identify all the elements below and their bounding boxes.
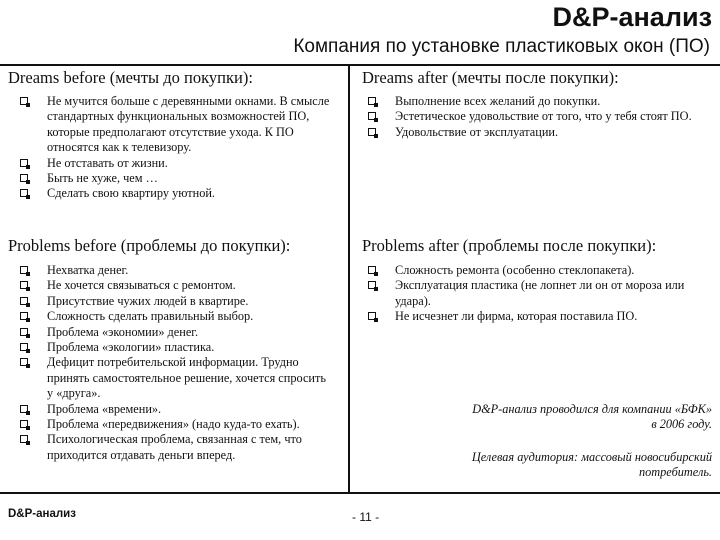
checkbox-bullet-icon bbox=[20, 420, 28, 428]
checkbox-bullet-icon bbox=[20, 312, 28, 320]
list-item: Нехватка денег. bbox=[19, 263, 331, 278]
list-item: Присутствие чужих людей в квартире. bbox=[19, 294, 331, 309]
checkbox-bullet-icon bbox=[368, 312, 376, 320]
checkbox-bullet-icon bbox=[20, 328, 28, 336]
list-item: Проблема «времени». bbox=[19, 402, 331, 417]
checkbox-bullet-icon bbox=[20, 189, 28, 197]
dreams-before-list bbox=[19, 94, 343, 202]
list-item: Не отставать от жизни. bbox=[19, 156, 343, 171]
list-item: Сделать свою квартиру уютной. bbox=[19, 186, 343, 201]
checkbox-bullet-icon bbox=[368, 97, 376, 105]
list-item: Сложность ремонта (особенно стеклопакета). bbox=[367, 263, 697, 278]
list-item: Эксплуатация пластика (не лопнет ли он от мороза или удара). bbox=[367, 278, 697, 309]
page-subtitle: Компания по установке пластиковых окон (ПО) bbox=[293, 36, 710, 57]
dreams-before-heading: Dreams before (мечты до покупки): bbox=[8, 68, 253, 87]
checkbox-bullet-icon bbox=[368, 112, 376, 120]
list-item: Удовольствие от эксплуатации. bbox=[367, 125, 699, 140]
problems-after-list bbox=[367, 263, 697, 325]
list-item: Не исчезнет ли фирма, которая поставила ПО. bbox=[367, 309, 697, 324]
checkbox-bullet-icon bbox=[368, 281, 376, 289]
checkbox-bullet-icon bbox=[368, 128, 376, 136]
checkbox-bullet-icon bbox=[20, 97, 28, 105]
checkbox-bullet-icon bbox=[20, 266, 28, 274]
list-item: Психологическая проблема, связанная с тем, что приходится отдавать деньги вперед. bbox=[19, 432, 331, 463]
list-item: Не мучится больше с деревянными окнами. В смысле стандартных функциональных возможностей ПО, которые предполагают отсутствие ухода. К ПО относятся как к телевизору. bbox=[19, 94, 343, 156]
checkbox-bullet-icon bbox=[20, 281, 28, 289]
list-item: Проблема «передвижения» (надо куда-то ехать). bbox=[19, 417, 331, 432]
checkbox-bullet-icon bbox=[20, 343, 28, 351]
checkbox-bullet-icon bbox=[20, 174, 28, 182]
list-item: Выполнение всех желаний до покупки. bbox=[367, 94, 699, 109]
bottom-divider bbox=[0, 492, 720, 494]
footer-label: D&P-анализ bbox=[8, 508, 76, 520]
analysis-note: D&P-анализ проводился для компании «БФК» в 2006 году. bbox=[472, 402, 712, 432]
problems-before-heading: Problems before (проблемы до покупки): bbox=[8, 236, 291, 255]
list-item: Проблема «экологии» пластика. bbox=[19, 340, 331, 355]
checkbox-bullet-icon bbox=[20, 435, 28, 443]
list-item: Дефицит потребительской информации. Трудно принять самостоятельное решение, хочется спросить у «друга». bbox=[19, 355, 331, 401]
checkbox-bullet-icon bbox=[368, 266, 376, 274]
list-item: Сложность сделать правильный выбор. bbox=[19, 309, 331, 324]
list-item: Проблема «экономии» денег. bbox=[19, 325, 331, 340]
list-item: Быть не хуже, чем … bbox=[19, 171, 343, 186]
problems-after-heading: Problems after (проблемы после покупки): bbox=[362, 236, 657, 255]
problems-before-list bbox=[19, 263, 331, 463]
audience-note: Целевая аудитория: массовый новосибирский потребитель. bbox=[471, 450, 712, 480]
top-divider bbox=[0, 64, 720, 66]
checkbox-bullet-icon bbox=[20, 159, 28, 167]
checkbox-bullet-icon bbox=[20, 358, 28, 366]
checkbox-bullet-icon bbox=[20, 405, 28, 413]
dreams-after-list bbox=[367, 94, 699, 140]
page-number: - 11 - bbox=[352, 510, 380, 524]
dreams-after-heading: Dreams after (мечты после покупки): bbox=[362, 68, 619, 87]
checkbox-bullet-icon bbox=[20, 297, 28, 305]
list-item: Эстетическое удовольствие от того, что у тебя стоят ПО. bbox=[367, 109, 699, 124]
list-item: Не хочется связываться с ремонтом. bbox=[19, 278, 331, 293]
page-title: D&P-анализ bbox=[552, 2, 712, 32]
center-divider bbox=[348, 66, 350, 494]
